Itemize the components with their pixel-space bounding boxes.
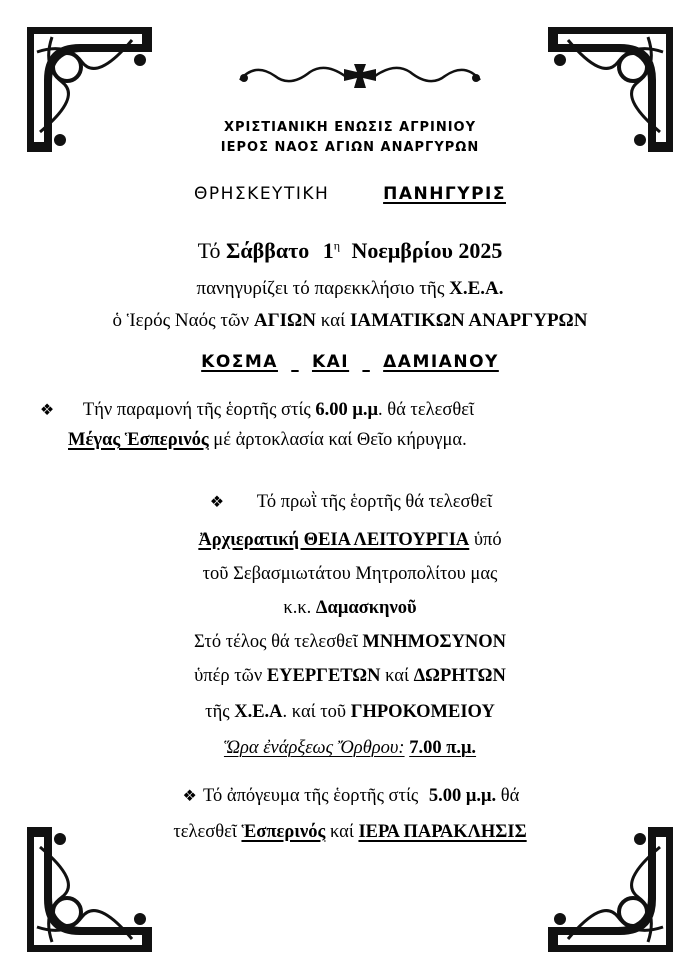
item-3-line-2: [0, 822, 700, 843]
item-2-line-5: [0, 632, 700, 653]
item-2-line-6: [0, 666, 700, 687]
item-2-metropolitan-name: Δαμασκηνοῦ: [315, 598, 417, 618]
bullet-icon: ❖: [209, 494, 225, 511]
item-2-line-6-bold-2: ΔΩΡΗΤΩΝ: [413, 666, 506, 686]
saints-word-1: ΚΟΣΜΑ: [201, 352, 278, 372]
item-2-line-7-bold-1: Χ.Ε.Α: [234, 702, 283, 722]
item-3-time: 5.00 μ.μ.: [428, 786, 497, 806]
saints-word-2: ΚΑΙ: [311, 352, 350, 372]
item-1-line-1: [38, 400, 678, 421]
saints-word-3: ΔΑΜΙΑΝΟΥ: [383, 352, 499, 372]
intro-line-1: [0, 278, 700, 300]
item-2-line-7-bold-2: ΓΗΡΟΚΟΜΕΙΟΥ: [350, 702, 495, 722]
date-month-year: Νοεμβρίου 2025: [351, 238, 503, 263]
date-prefix: Τό: [197, 238, 221, 263]
item-3-line-1-after: θά: [500, 786, 520, 806]
item-2-line-7-text: τῆς: [205, 702, 230, 722]
item-2-line-5-text: Στό τέλος θά τελεσθεῖ: [193, 632, 358, 652]
bullet-icon: ❖: [182, 788, 197, 805]
item-3-service-1: Ἑσπερινός: [241, 822, 326, 842]
item-2-line-7-mid: . καί τοῦ: [282, 702, 347, 722]
title-line: [0, 184, 700, 204]
item-1-rest: μέ ἀρτοκλασία καί Θεῖο κήρυγμα.: [213, 430, 467, 450]
item-2-line-4-prefix: κ.κ.: [283, 598, 312, 618]
date-day: Σάββατο: [226, 238, 310, 263]
item-1-after: . θά τελεσθεῖ: [378, 400, 474, 420]
date-ordinal: η: [333, 238, 341, 253]
cross-divider-ornament: [230, 58, 490, 94]
intro-line-2-mid: καί: [320, 310, 346, 331]
church-name-line: ΙΕΡΟΣ ΝΑΟΣ ΑΓΙΩΝ ΑΝΑΡΓΥΡΩΝ: [220, 140, 480, 155]
item-2-line-5-bold: ΜΝΗΜΟΣΥΝΟΝ: [362, 632, 507, 652]
org-name-line: ΧΡΙΣΤΙΑΝΙΚΗ ΕΝΩΣΙΣ ΑΓΡΙΝΙΟΥ: [223, 120, 477, 135]
orthros-label: Ὥρα ἐνάρξεως Ὄρθρου:: [223, 738, 405, 758]
orthros-line: [0, 738, 700, 759]
item-2-line-3: τοῦ Σεβασμιωτάτου Μητροπολίτου μας: [202, 564, 498, 584]
intro-line-1-bold: Χ.Ε.Α.: [449, 278, 504, 299]
item-3-line-2-text: τελεσθεῖ: [173, 822, 237, 842]
bullet-icon: ❖: [39, 402, 55, 419]
item-1-line-2: [68, 430, 688, 451]
intro-line-2: [0, 310, 700, 332]
item-2-line-6-bold-1: ΕΥΕΡΓΕΤΩΝ: [266, 666, 381, 686]
item-3-line-1-text: Τό ἀπόγευμα τῆς ἑορτῆς στίς: [202, 786, 419, 806]
item-3-line-1: [0, 786, 700, 807]
item-3-line-2-mid: καί: [329, 822, 354, 842]
date-number: 1: [322, 238, 334, 263]
item-2-service: Ἀρχιερατική ΘΕΙΑ ΛΕΙΤΟΥΡΓΙΑ: [198, 530, 470, 550]
item-2-line-1: [0, 492, 700, 513]
intro-line-1-text: πανηγυρίζει τό παρεκκλήσιο τῆς: [196, 278, 445, 299]
item-2-line-6-mid: καί: [385, 666, 409, 686]
intro-line-2-bold-2: ΙΑΜΑΤΙΚΩΝ ΑΝΑΡΓΥΡΩΝ: [349, 310, 588, 331]
title-word-1: ΘΡΗΣΚΕΥΤΙΚΗ: [194, 184, 330, 204]
intro-line-2-text: ὁ Ἱερός Ναός τῶν: [112, 310, 250, 331]
item-1-time: 6.00 μ.μ: [315, 400, 378, 420]
saints-line: [0, 352, 700, 372]
ornament-corner-top-left: [22, 22, 157, 157]
title-word-2: ΠΑΝΗΓΥΡΙΣ: [383, 184, 506, 204]
item-2-line-2: [0, 530, 700, 551]
date-line: [0, 238, 700, 264]
item-2-line-1-text: Τό πρωῒ τῆς ἑορτῆς θά τελεσθεῖ: [256, 492, 493, 512]
orthros-time: 7.00 π.μ.: [409, 738, 477, 758]
item-3-service-2: ΙΕΡΑ ΠΑΡΑΚΛΗΣΙΣ: [358, 822, 527, 842]
item-2-line-4: [0, 598, 700, 619]
item-2-line-6-text: ὑπέρ τῶν: [194, 666, 263, 686]
intro-line-2-bold-1: ΑΓΙΩΝ: [253, 310, 316, 331]
item-1-service: Μέγας Ἑσπερινός: [68, 430, 209, 450]
item-2-line-7: [0, 702, 700, 723]
ornament-corner-top-right: [543, 22, 678, 157]
item-2-service-after: ὑπό: [473, 530, 502, 550]
item-1-text: Τήν παραμονή τῆς ἑορτῆς στίς: [82, 400, 311, 420]
